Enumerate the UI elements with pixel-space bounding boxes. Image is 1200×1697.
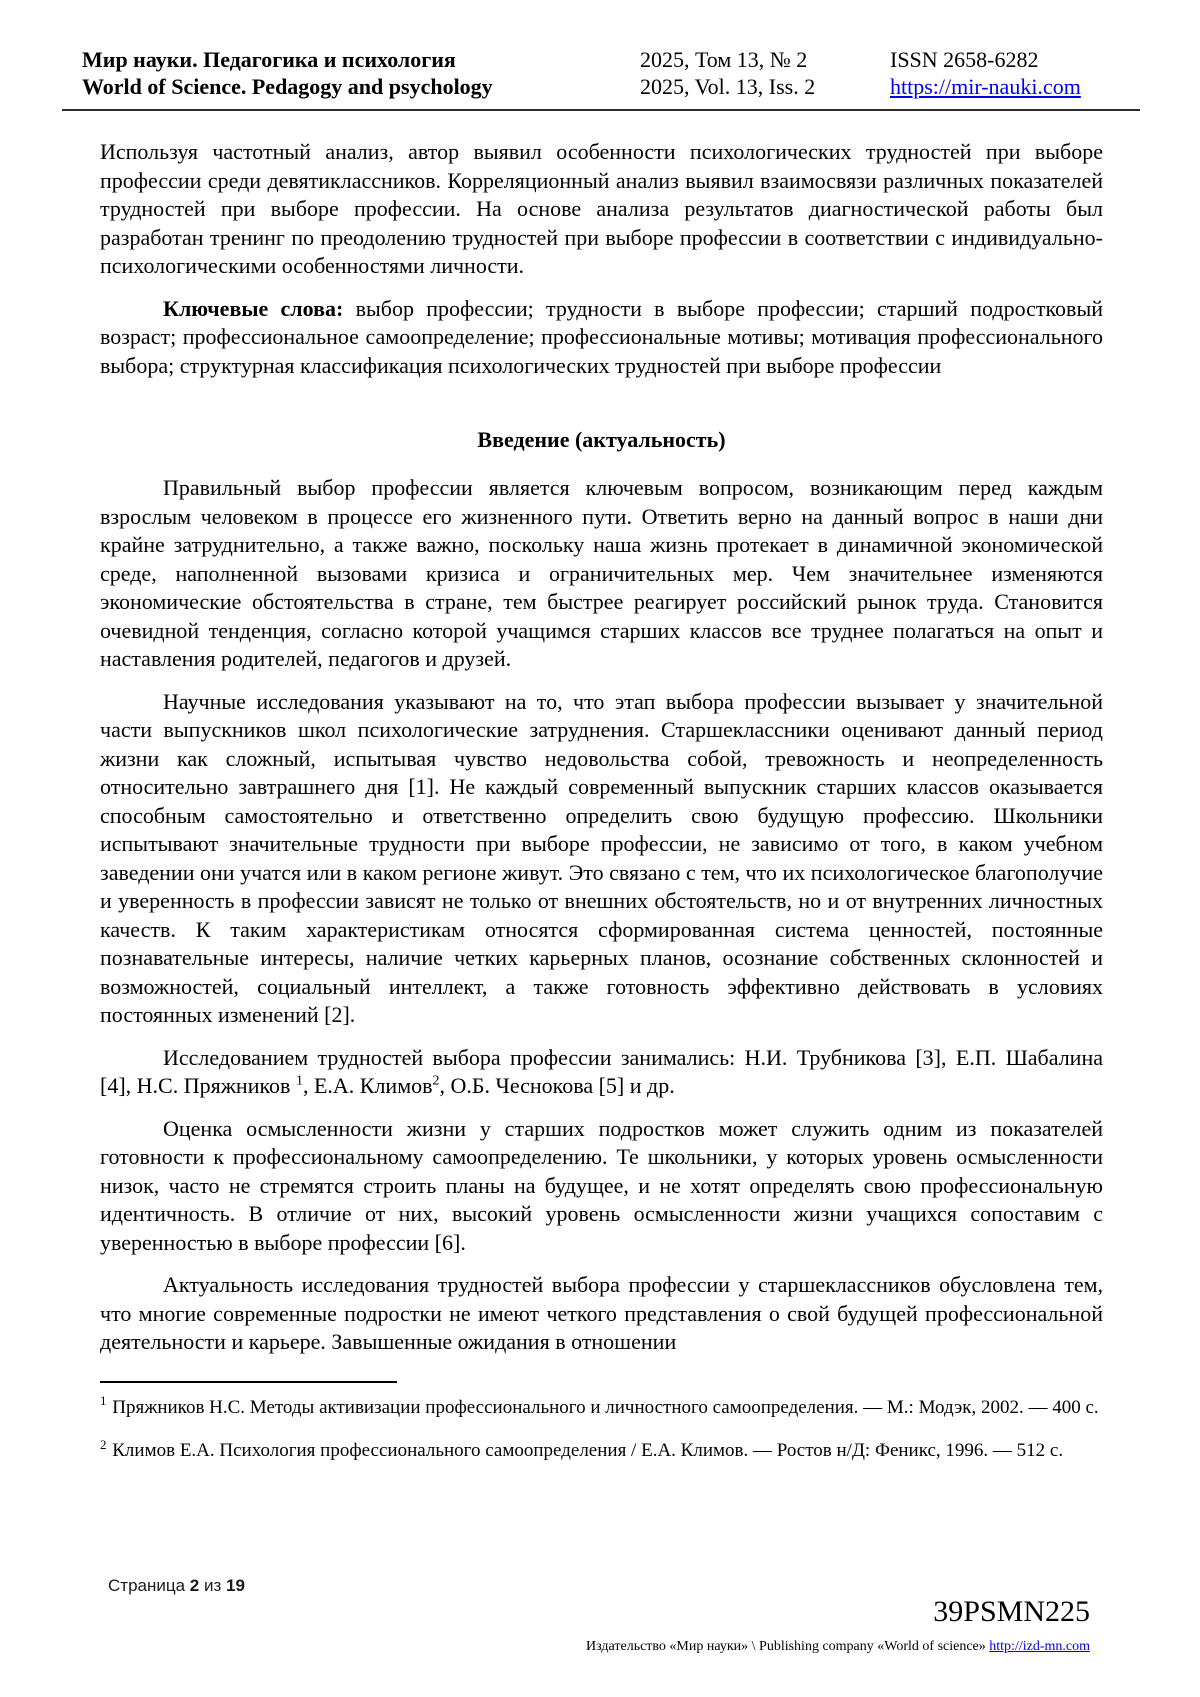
footnote-2-marker: 2 [100,1436,107,1452]
researchers-text-3: , О.Б. Чеснокова [5] и др. [439,1073,675,1098]
journal-site-link[interactable]: https://mir-nauki.com [890,74,1081,99]
keywords-text: выбор профессии; трудности в выборе профессии; старший подростковый возраст; профессиональное самоопределение; профессиональные мотивы; мотивация профессионального выбора; структурная классификация психологических трудностей при выборе профессии [100,295,1104,378]
footnote-2-text: Климов Е.А. Психология профессионального самоопределения / Е.А. Климов. — Ростов н/Д: Феникс, 1996. — 512 с. [107,1440,1064,1461]
footnote-1-text: Пряжников Н.С. Методы активизации профессионального и личностного самоопределения. — М.: Модэк, 2002. — 400 с. [107,1396,1099,1418]
issue-info-ru: 2025, Том 13, № 2 [640,47,808,72]
footnote-ref-1: 1 [295,1073,303,1089]
page-number-current: 2 [189,1576,200,1595]
intro-paragraph-3: Оценка осмысленности жизни у старших подростков может служить одним из показателей готовности к профессиональному самоопределению. Те школьники, у которых уровень осмысленности низок, часто не стремятся строить планы на будущее, и не хотят определять свою профессиональную идентичность. В отличие от них, высокий уровень осмысленности жизни учащихся сопоставим с уверенностью в выборе профессии [6]. [100,1115,1103,1255]
page-number-total: 19 [226,1576,245,1595]
issue-info-en: 2025, Vol. 13, Iss. 2 [640,74,816,99]
footnote-divider [100,1381,397,1383]
intro-paragraph-1: Правильный выбор профессии является ключевым вопросом, возникающим перед каждым взрослым человеком в процессе его жизненного пути. Ответить верно на данный вопрос в наши дни крайне затруднительно, а также важно, поскольку наша жизнь протекает в динамичной экономической среде, наполненной вызовами кризиса и ограничительных мер. Чем значительнее изменяются экономические обстоятельства в стране, тем быстрее реагирует российский рынок труда. Становится очевидной тенденция, согласно которой учащимся старших классов все труднее полагаться на опыт и наставления родителей, педагогов и друзей. [100,475,1103,671]
journal-title-en: World of Science. Pedagogy and psychology [82,74,493,99]
page-number-label: Страница [108,1576,186,1595]
publisher-text: Издательство «Мир науки» \ Publishing company «World of science» [586,1639,990,1654]
issue-info-block [640,46,890,100]
article-body [100,138,1103,1482]
footnote-2 [100,1438,1103,1465]
footnote-1 [100,1395,1103,1422]
journal-title-block [82,46,640,100]
keywords-paragraph [100,295,1103,381]
footnote-1-marker: 1 [100,1393,107,1409]
publisher-line [586,1638,1090,1655]
page-header [82,46,1138,100]
footnote-ref-2: 2 [432,1073,440,1089]
intro-paragraph-2: Научные исследования указывают на то, что этап выбора профессии вызывает у значительной части выпускников школ психологические затруднения. Старшеклассники оценивают данный период жизни как сложный, испытывая чувство недовольства собой, тревожность и неопределенность относительно завтрашнего дня [1]. Не каждый современный выпускник старших классов оказывается способным самостоятельно и ответственно определить свою будущую профессию. Школьники испытывают значительные трудности при выборе профессии, не зависимо от того, в каком учебном заведении они учатся или в каком регионе живут. Это связано с тем, что их психологическое благополучие и уверенность в профессии зависят не только от внешних обстоятельств, но и от внутренних личностных качеств. К таким характеристикам относятся сформированная система ценностей, постоянные познавательные интересы, наличие четких карьерных планов, осознание собственных склонностей и возможностей, социальный интеллект, а также готовность эффективно действовать в условиях постоянных изменений [2]. [100,688,1103,1027]
issn-block [890,46,1138,100]
researchers-paragraph [100,1044,1103,1101]
article-id: 39PSMN225 [933,1595,1090,1628]
journal-title-ru: Мир науки. Педагогика и психология [82,47,456,72]
keywords-label: Ключевые слова: [163,295,344,321]
intro-paragraph-4: Актуальность исследования трудностей выбора профессии у старшеклассников обусловлена тем, что многие современные подростки не имеют четкого представления о свой будущей профессиональной деятельности и карьере. Завышенные ожидания в отношении [100,1272,1103,1354]
abstract-paragraph: Используя частотный анализ, автор выявил особенности психологических трудностей при выборе профессии среди девятиклассников. Корреляционный анализ выявил взаимосвязи различных показателей трудностей при выборе профессии. На основе анализа результатов диагностической работы был разработан тренинг по преодолению трудностей при выборе профессии в соответствии с индивидуально-психологическими особенностями личности. [100,139,1103,278]
researchers-text-2: , Е.А. Климов [302,1073,433,1098]
publisher-link[interactable]: http://izd-mn.com [989,1639,1090,1654]
page-number-of: из [204,1576,222,1595]
issn-number: ISSN 2658-6282 [890,47,1039,72]
header-divider [62,109,1140,111]
researchers-text-1: Исследованием трудностей выбора профессии занимались: Н.И. Трубникова [3], Е.П. Шабалина [4], Н.С. Пряжников [100,1044,1103,1098]
section-heading-introduction: Введение (актуальность) [477,427,726,452]
page-number [108,1576,245,1596]
